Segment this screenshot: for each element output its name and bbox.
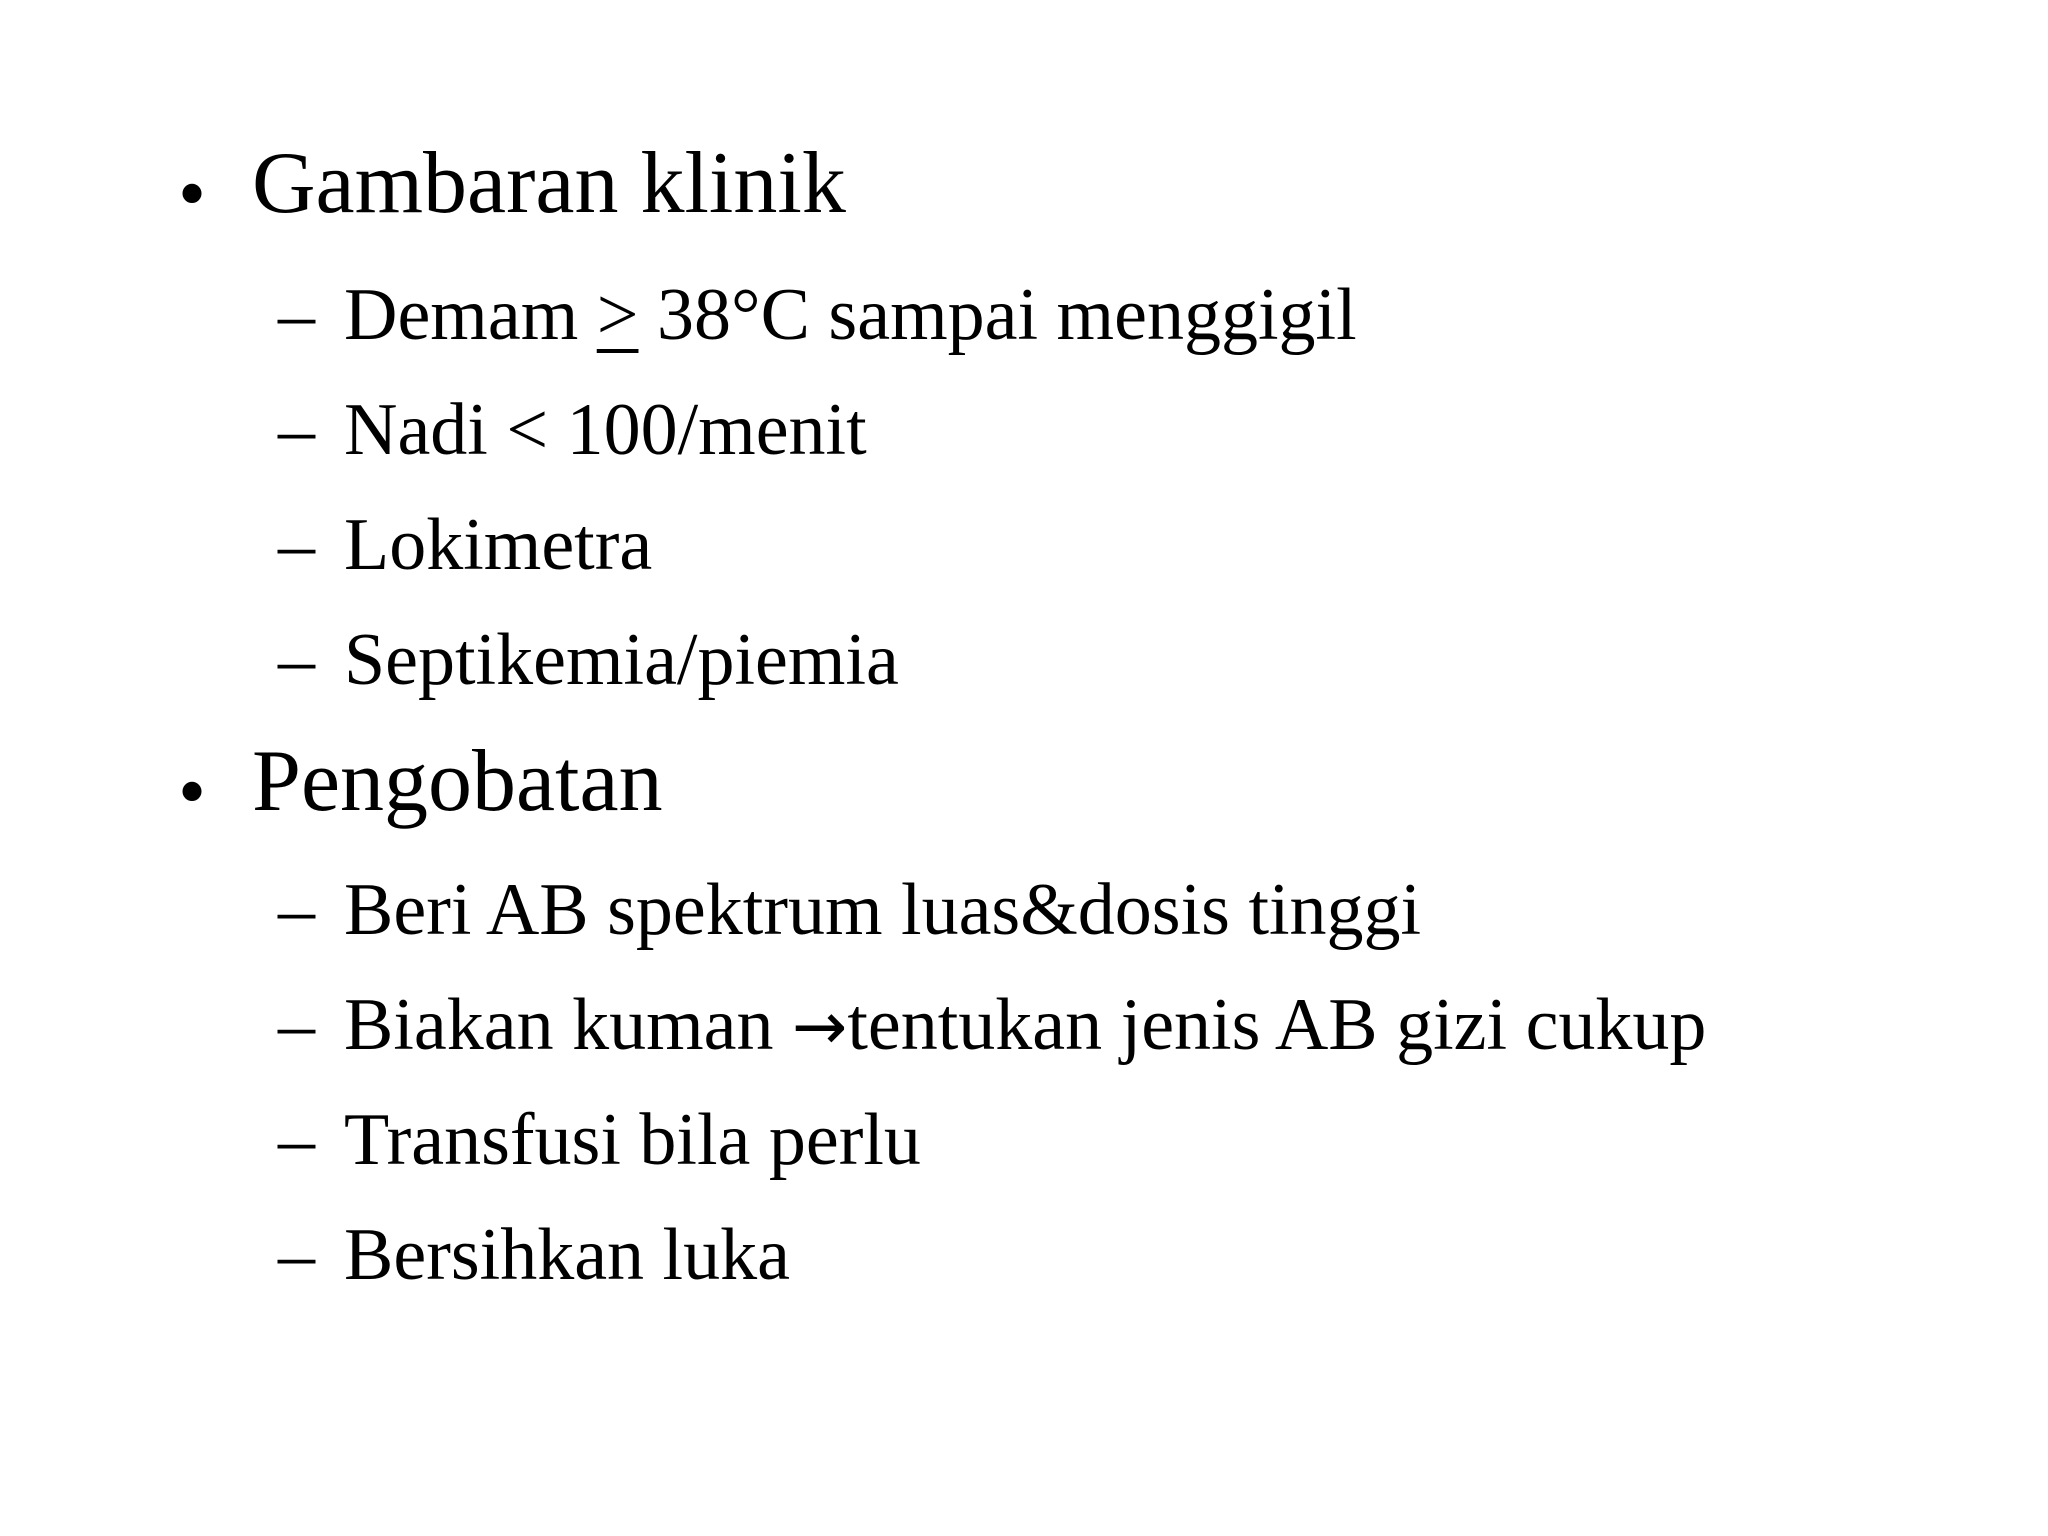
heading-pengobatan: Pengobatan [252,733,663,830]
dash-icon: – [278,984,315,1066]
sub-item-text: Beri AB spektrum luas&dosis tinggi [344,869,1422,951]
right-arrow-icon: → [792,988,848,1065]
dash-icon: – [278,869,315,951]
bullet-row-pengobatan [0,733,2048,848]
sub-item-biakan-kuman [0,984,2048,1078]
dash-icon: – [278,504,315,586]
sub-item-text: Nadi < 100/menit [344,389,867,471]
dash-icon: – [278,1099,315,1181]
greater-or-equal-symbol: > [596,274,639,356]
sub-item-suffix: 38°C sampai menggigil [638,274,1357,356]
bullet-row-gambaran-klinik [0,135,2048,250]
sub-item-text: Transfusi bila perlu [344,1099,921,1181]
sub-item-text [344,274,1357,356]
sub-item-lokimetra [0,504,2048,598]
sub-item-transfusi [0,1099,2048,1193]
sub-item-nadi [0,389,2048,483]
sub-item-septikemia [0,619,2048,713]
dash-icon: – [278,619,315,701]
bullet-icon: • [178,748,207,836]
sub-item-suffix: tentukan jenis AB gizi cukup [847,984,1707,1066]
sub-item-bersihkan-luka [0,1214,2048,1308]
sub-item-prefix: Demam [344,274,597,356]
heading-gambaran-klinik: Gambaran klinik [252,135,846,232]
sub-item-text: Bersihkan luka [344,1214,790,1296]
sub-item-text: Septikemia/piemia [344,619,899,701]
bullet-icon: • [178,150,207,238]
dash-icon: – [278,389,315,471]
sub-item-text: Lokimetra [344,504,653,586]
sub-item-text [344,984,1707,1066]
sub-item-demam [0,274,2048,368]
sub-item-prefix: Biakan kuman [344,984,793,1066]
dash-icon: – [278,274,315,356]
sub-item-beri-ab [0,869,2048,963]
dash-icon: – [278,1214,315,1296]
